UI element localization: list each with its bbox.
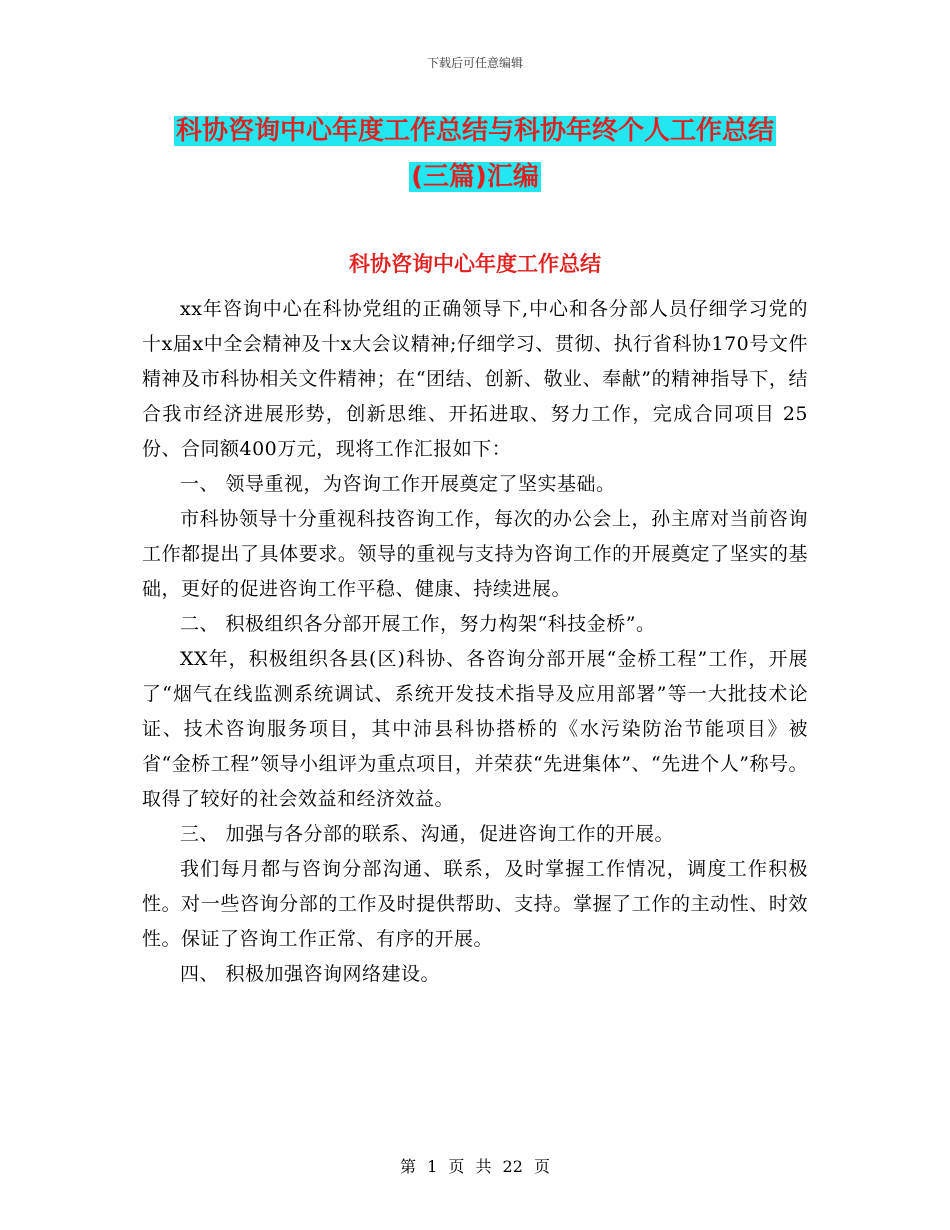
paragraph: 我们每月都与咨询分部沟通、联系，及时掌握工作情况，调度工作积极性。对一些咨询分部的工作及时提供帮助、支持。掌握了工作的主动性、时效性。保证了咨询工作正常、有序的开展。: [142, 858, 808, 950]
paragraph-heading: 三、 加强与各分部的联系、沟通，促进咨询工作的开展。: [180, 823, 675, 845]
page-footer: 第 1 页 共 22 页: [400, 1157, 550, 1176]
paragraph-heading: 一、 领导重视，为咨询工作开展奠定了坚实基础。: [180, 473, 616, 495]
document-title: [142, 108, 808, 200]
paragraph: XX年，积极组织各县(区)科协、各咨询分部开展“金桥工程”工作，开展了“烟气在线监测系统调试、系统开发技术指导及应用部署”等一大批技术论证、技术咨询服务项目，其中沛县科协搭桥的《水污染防治节能项目》被省“金桥工程”领导小组评为重点项目，并荣获“先进集体”、“先进个人”称号。取得了较好的社会效益和经济效益。: [142, 648, 808, 810]
title-line-2: (三篇)汇编: [411, 162, 539, 192]
paragraph: xx年咨询中心在科协党组的正确领导下,中心和各分部人员仔细学习党的十x届x中全会精神及十x大会议精神;仔细学习、贯彻、执行省科协170号文件精神及市科协相关文件精神；在“团结、创新、敬业、奉献”的精神指导下，结合我市经济进展形势，创新思维、开拓进取、努力工作，完成合同项目 25份、合同额400万元，现将工作汇报如下：: [142, 298, 808, 460]
title-line-1: 科协咨询中心年度工作总结与科协年终个人工作总结: [175, 116, 774, 146]
paragraph: 市科协领导十分重视科技咨询工作，每次的办公会上，孙主席对当前咨询工作都提出了具体要求。领导的重视与支持为咨询工作的开展奠定了坚实的基础，更好的促进咨询工作平稳、健康、持续进展。: [142, 508, 808, 600]
paragraph-heading: 二、 积极组织各分部开展工作，努力构架“科技金桥”。: [180, 613, 656, 635]
header-note: 下载后可任意编辑: [426, 56, 523, 70]
section-title: 科协咨询中心年度工作总结: [349, 252, 601, 276]
document-body: [142, 292, 808, 992]
paragraph-heading: 四、 积极加强咨询网络建设。: [180, 963, 441, 985]
